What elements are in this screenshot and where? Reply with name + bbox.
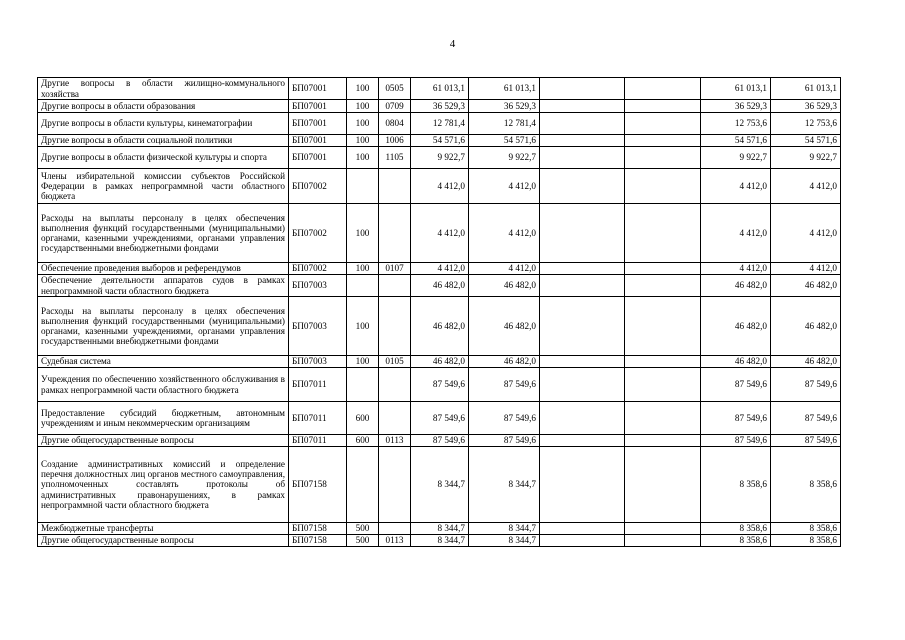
row-amount-3 (625, 402, 701, 435)
row-amount-empty (540, 447, 625, 523)
row-amount-3 (625, 523, 701, 535)
row-section (379, 523, 411, 535)
row-section: 0804 (379, 113, 411, 135)
row-name: Другие общегосударственные вопросы (38, 435, 289, 447)
table-row (38, 275, 841, 297)
row-amount-4: 8 358,6 (701, 535, 771, 547)
row-amount-3 (625, 147, 701, 169)
row-amount-1: 87 549,6 (411, 402, 469, 435)
row-amount-1: 4 412,0 (411, 263, 469, 275)
row-amount-1: 8 344,7 (411, 447, 469, 523)
row-amount-empty (540, 535, 625, 547)
row-amount-1: 54 571,6 (411, 135, 469, 147)
row-amount-4: 87 549,6 (701, 435, 771, 447)
row-amount-2: 4 412,0 (469, 169, 540, 204)
row-name: Судебная система (38, 356, 289, 368)
table-row (38, 535, 841, 547)
row-section: 0113 (379, 435, 411, 447)
row-expense-type: 600 (347, 435, 379, 447)
row-amount-empty (540, 78, 625, 100)
row-amount-5: 46 482,0 (771, 275, 841, 297)
row-amount-5: 61 013,1 (771, 78, 841, 100)
table-row (38, 263, 841, 275)
row-amount-1: 87 549,6 (411, 368, 469, 402)
row-expense-type: 100 (347, 356, 379, 368)
row-amount-3 (625, 356, 701, 368)
row-amount-4: 4 412,0 (701, 204, 771, 263)
row-section: 1006 (379, 135, 411, 147)
row-code: БП07001 (289, 100, 347, 113)
row-section (379, 275, 411, 297)
row-amount-5: 87 549,6 (771, 402, 841, 435)
table-row (38, 447, 841, 523)
row-name: Другие вопросы в области социальной политики (38, 135, 289, 147)
table-row (38, 368, 841, 402)
row-amount-4: 46 482,0 (701, 297, 771, 356)
row-amount-4: 8 358,6 (701, 447, 771, 523)
row-amount-2: 61 013,1 (469, 78, 540, 100)
row-code: БП07001 (289, 113, 347, 135)
row-amount-2: 87 549,6 (469, 368, 540, 402)
row-name: Создание административных комиссий и определение перечня должностных лиц органов местного самоуправления, уполномоченных составлять протоколы об административных правонарушениях, в рамках непрограммной части областного бюджета (38, 447, 289, 523)
row-amount-3 (625, 100, 701, 113)
row-amount-empty (540, 135, 625, 147)
budget-table (37, 77, 841, 547)
row-amount-2: 4 412,0 (469, 204, 540, 263)
row-name: Учреждения по обеспечению хозяйственного обслуживания в рамках непрограммной части областного бюджета (38, 368, 289, 402)
row-section: 0107 (379, 263, 411, 275)
row-amount-4: 9 922,7 (701, 147, 771, 169)
row-expense-type: 100 (347, 204, 379, 263)
row-amount-4: 4 412,0 (701, 169, 771, 204)
row-amount-1: 9 922,7 (411, 147, 469, 169)
row-amount-4: 54 571,6 (701, 135, 771, 147)
row-amount-2: 12 781,4 (469, 113, 540, 135)
row-amount-3 (625, 135, 701, 147)
table-row (38, 100, 841, 113)
row-amount-4: 46 482,0 (701, 275, 771, 297)
row-amount-2: 87 549,6 (469, 402, 540, 435)
row-amount-3 (625, 535, 701, 547)
row-name: Другие общегосударственные вопросы (38, 535, 289, 547)
table-row (38, 78, 841, 100)
row-amount-1: 8 344,7 (411, 523, 469, 535)
table-row (38, 135, 841, 147)
row-amount-empty (540, 368, 625, 402)
row-amount-5: 36 529,3 (771, 100, 841, 113)
row-code: БП07158 (289, 447, 347, 523)
row-expense-type (347, 169, 379, 204)
row-amount-3 (625, 169, 701, 204)
row-expense-type (347, 368, 379, 402)
table-row (38, 204, 841, 263)
row-section (379, 402, 411, 435)
row-amount-1: 46 482,0 (411, 297, 469, 356)
row-amount-2: 87 549,6 (469, 435, 540, 447)
row-code: БП07158 (289, 523, 347, 535)
row-section (379, 169, 411, 204)
row-name: Расходы на выплаты персоналу в целях обеспечения выполнения функций государственными (муниципальными) органами, казенными учреждениями, органами управления государственными внебюджетными фондами (38, 204, 289, 263)
row-amount-4: 8 358,6 (701, 523, 771, 535)
row-amount-4: 87 549,6 (701, 402, 771, 435)
table-row (38, 523, 841, 535)
row-amount-3 (625, 78, 701, 100)
row-expense-type: 100 (347, 113, 379, 135)
row-section (379, 447, 411, 523)
row-amount-3 (625, 263, 701, 275)
row-amount-2: 46 482,0 (469, 275, 540, 297)
row-section (379, 297, 411, 356)
row-expense-type: 100 (347, 100, 379, 113)
row-amount-5: 8 358,6 (771, 447, 841, 523)
row-amount-1: 46 482,0 (411, 356, 469, 368)
row-amount-2: 54 571,6 (469, 135, 540, 147)
row-amount-4: 61 013,1 (701, 78, 771, 100)
row-name: Предоставление субсидий бюджетным, автономным учреждениям и иным некоммерческим организациям (38, 402, 289, 435)
row-amount-empty (540, 204, 625, 263)
row-code: БП07011 (289, 402, 347, 435)
row-amount-empty (540, 147, 625, 169)
row-expense-type: 100 (347, 135, 379, 147)
row-name: Члены избирательной комиссии субъектов Российской Федерации в рамках непрограммной части областного бюджета (38, 169, 289, 204)
row-amount-empty (540, 169, 625, 204)
row-section: 1105 (379, 147, 411, 169)
row-code: БП07003 (289, 356, 347, 368)
row-code: БП07002 (289, 204, 347, 263)
row-name: Расходы на выплаты персоналу в целях обеспечения выполнения функций государственными (муниципальными) органами, казенными учреждениями, органами управления государственными внебюджетными фондами (38, 297, 289, 356)
row-amount-5: 12 753,6 (771, 113, 841, 135)
row-expense-type (347, 447, 379, 523)
table-row (38, 169, 841, 204)
row-amount-5: 4 412,0 (771, 263, 841, 275)
row-amount-4: 12 753,6 (701, 113, 771, 135)
row-amount-5: 87 549,6 (771, 368, 841, 402)
row-amount-1: 46 482,0 (411, 275, 469, 297)
row-amount-4: 36 529,3 (701, 100, 771, 113)
table-row (38, 113, 841, 135)
row-code: БП07002 (289, 263, 347, 275)
table-row (38, 297, 841, 356)
row-amount-3 (625, 435, 701, 447)
row-name: Другие вопросы в области физической культуры и спорта (38, 147, 289, 169)
row-section: 0709 (379, 100, 411, 113)
row-code: БП07011 (289, 368, 347, 402)
row-section: 0113 (379, 535, 411, 547)
row-amount-3 (625, 297, 701, 356)
row-amount-1: 87 549,6 (411, 435, 469, 447)
row-section (379, 368, 411, 402)
row-amount-empty (540, 100, 625, 113)
row-amount-2: 46 482,0 (469, 297, 540, 356)
row-name: Обеспечение деятельности аппаратов судов в рамках непрограммной части областного бюджета (38, 275, 289, 297)
row-amount-2: 8 344,7 (469, 523, 540, 535)
row-amount-empty (540, 113, 625, 135)
row-amount-1: 12 781,4 (411, 113, 469, 135)
row-amount-3 (625, 204, 701, 263)
row-amount-empty (540, 435, 625, 447)
row-amount-4: 46 482,0 (701, 356, 771, 368)
row-amount-3 (625, 275, 701, 297)
row-code: БП07002 (289, 169, 347, 204)
row-amount-5: 8 358,6 (771, 523, 841, 535)
row-amount-3 (625, 113, 701, 135)
row-amount-1: 4 412,0 (411, 204, 469, 263)
row-amount-5: 87 549,6 (771, 435, 841, 447)
table-row (38, 435, 841, 447)
row-code: БП07001 (289, 147, 347, 169)
row-code: БП07001 (289, 78, 347, 100)
row-code: БП07011 (289, 435, 347, 447)
row-code: БП07158 (289, 535, 347, 547)
row-amount-5: 4 412,0 (771, 169, 841, 204)
row-amount-empty (540, 402, 625, 435)
row-expense-type: 100 (347, 263, 379, 275)
row-code: БП07001 (289, 135, 347, 147)
row-amount-2: 4 412,0 (469, 263, 540, 275)
row-name: Другие вопросы в области образования (38, 100, 289, 113)
row-amount-2: 8 344,7 (469, 535, 540, 547)
table-row (38, 356, 841, 368)
row-amount-empty (540, 297, 625, 356)
table-row (38, 147, 841, 169)
row-name: Другие вопросы в области культуры, кинематографии (38, 113, 289, 135)
row-section: 0105 (379, 356, 411, 368)
row-amount-empty (540, 275, 625, 297)
row-expense-type: 100 (347, 297, 379, 356)
row-code: БП07003 (289, 297, 347, 356)
row-amount-1: 61 013,1 (411, 78, 469, 100)
row-amount-5: 9 922,7 (771, 147, 841, 169)
row-amount-1: 4 412,0 (411, 169, 469, 204)
row-amount-2: 8 344,7 (469, 447, 540, 523)
row-expense-type: 500 (347, 535, 379, 547)
row-amount-5: 8 358,6 (771, 535, 841, 547)
row-section (379, 204, 411, 263)
row-amount-1: 8 344,7 (411, 535, 469, 547)
row-amount-2: 36 529,3 (469, 100, 540, 113)
row-amount-5: 54 571,6 (771, 135, 841, 147)
table-row (38, 402, 841, 435)
page-number: 4 (449, 38, 456, 50)
row-amount-3 (625, 368, 701, 402)
row-amount-4: 87 549,6 (701, 368, 771, 402)
row-code: БП07003 (289, 275, 347, 297)
row-amount-empty (540, 523, 625, 535)
row-expense-type (347, 275, 379, 297)
row-amount-empty (540, 263, 625, 275)
row-amount-2: 9 922,7 (469, 147, 540, 169)
row-expense-type: 500 (347, 523, 379, 535)
row-amount-4: 4 412,0 (701, 263, 771, 275)
row-name: Межбюджетные трансферты (38, 523, 289, 535)
row-amount-1: 36 529,3 (411, 100, 469, 113)
row-expense-type: 100 (347, 78, 379, 100)
row-name: Обеспечение проведения выборов и референдумов (38, 263, 289, 275)
row-amount-5: 46 482,0 (771, 297, 841, 356)
row-expense-type: 600 (347, 402, 379, 435)
row-amount-empty (540, 356, 625, 368)
row-section: 0505 (379, 78, 411, 100)
row-amount-2: 46 482,0 (469, 356, 540, 368)
row-amount-5: 46 482,0 (771, 356, 841, 368)
row-name: Другие вопросы в области жилищно-коммунального хозяйства (38, 78, 289, 100)
row-amount-3 (625, 447, 701, 523)
row-expense-type: 100 (347, 147, 379, 169)
row-amount-5: 4 412,0 (771, 204, 841, 263)
